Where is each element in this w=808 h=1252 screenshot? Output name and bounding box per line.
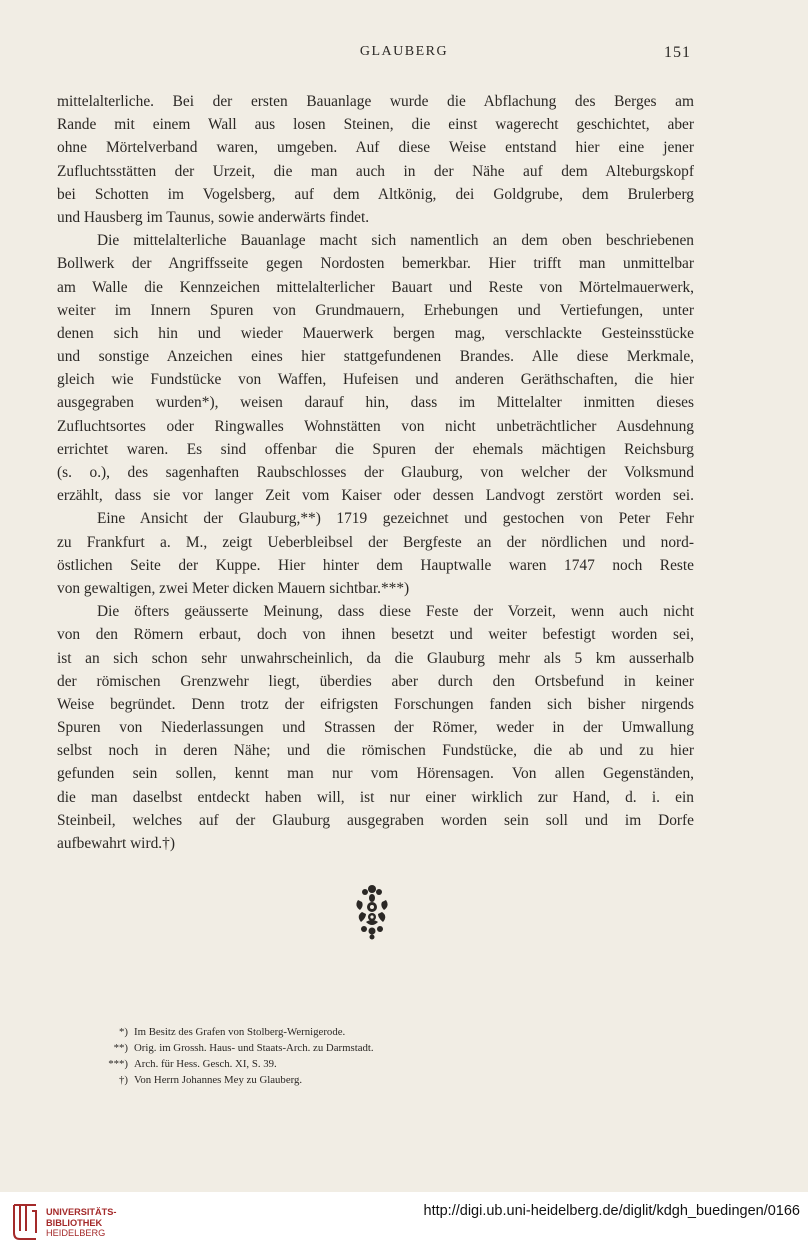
text-line: ausgegraben wurden*), weisen darauf hin, dass im Mittelalter inmitten dieses <box>57 394 694 412</box>
footnote <box>100 1072 500 1088</box>
text-line: ohne Mörtelverband waren, umgeben. Auf diese Weise entstand hier eine jener <box>57 139 694 157</box>
text-line: mittelalterliche. Bei der ersten Bauanlage wurde die Abflachung des Berges am <box>57 93 694 110</box>
text-line: und Hausberg im Taunus, sowie anderwärts findet. <box>57 208 370 226</box>
text-line: Rande mit einem Wall aus losen Steinen, die einst wagerecht geschichtet, aber <box>57 116 694 134</box>
library-name-line: BIBLIOTHEK <box>46 1217 103 1228</box>
footnote-mark: **) <box>113 1042 128 1054</box>
page-number: 151 <box>664 44 691 61</box>
text-line: denen sich hin und wieder Mauerwerk bergen mag, verschlackte Gesteinsstücke <box>57 324 694 342</box>
footnotes <box>100 1024 500 1088</box>
text-line: ist an sich schon sehr unwahrscheinlich, da die Glauburg mehr als 5 km ausserhalb <box>57 649 694 667</box>
footnote-text: Orig. im Grossh. Haus- und Staats-Arch. zu Darmstadt. <box>134 1042 374 1054</box>
footnote-text: Arch. für Hess. Gesch. XI, S. 39. <box>134 1058 277 1070</box>
floral-vignette-icon <box>352 882 392 940</box>
text-line: und sonstige Anzeichen eines hier stattgefundenen Brandes. Alle diese Merkmale, <box>57 348 694 366</box>
text-line: aufbewahrt wird.†) <box>57 835 175 852</box>
text-line: von den Römern erbaut, doch von ihnen besetzt und weiter befestigt worden sei, <box>57 626 694 644</box>
text-line: bei Schotten im Vogelsberg, auf dem Altkönig, dei Goldgrube, dem Brulerberg <box>57 185 694 203</box>
text-line: Bollwerk der Angriffsseite gegen Nordosten bemerkbar. Hier trifft man unmittelbar <box>57 255 694 273</box>
source-url-link[interactable]: http://digi.ub.uni-heidelberg.de/diglit/kdgh_buedingen/0166 <box>423 1203 800 1219</box>
footnote-text: Im Besitz des Grafen von Stolberg-Wernigerode. <box>134 1026 346 1038</box>
text-line: zu Frankfurt a. M., zeigt Ueberbleibsel der Bergfeste an der nördlichen und nord- <box>57 533 694 551</box>
footnote-mark: *) <box>119 1026 128 1038</box>
text-line: Eine Ansicht der Glauburg,**) 1719 gezeichnet und gestochen von Peter Fehr <box>97 510 694 528</box>
text-line: Zufluchtsstätten der Urzeit, die man auch in der Nähe auf dem Alteburgskopf <box>57 162 694 180</box>
text-line: (s. o.), des sagenhaften Raubschlosses der Glauburg, von welcher der Volksmund <box>57 464 694 481</box>
body-text <box>57 90 694 855</box>
text-line: Weise begründet. Denn trotz der eifrigsten Forschungen fanden sich bisher nirgends <box>57 695 694 713</box>
library-name-line: UNIVERSITÄTS- <box>46 1207 117 1217</box>
footer-bar <box>0 1192 808 1252</box>
text-line: von gewaltigen, zwei Meter dicken Mauern sichtbar.***) <box>57 579 410 597</box>
text-line: Steinbeil, welches auf der Glauburg ausgegraben worden sein soll und im Dorfe <box>57 811 694 829</box>
text-line: die man daselbst entdeckt haben will, ist nur einer wirklich zur Hand, d. i. ein <box>57 788 694 806</box>
footnote <box>100 1024 500 1040</box>
footnote <box>100 1056 500 1072</box>
text-line: erzählt, dass sie vor langer Zeit vom Kaiser oder dessen Landvogt zerstört worden sei. <box>57 487 694 505</box>
text-line: östlichen Seite der Kuppe. Hier hinter dem Hauptwalle waren 1747 noch Reste <box>57 556 694 574</box>
text-line: selbst noch in deren Nähe; und die römischen Fundstücke, die ab und zu hier <box>57 742 694 760</box>
text-line: Zufluchtsortes oder Ringwalles Wohnstätten von nicht unbeträchtlicher Ausdehnung <box>57 417 694 435</box>
library-name-line: HEIDELBERG <box>46 1228 106 1238</box>
text-line: Spuren von Niederlassungen und Strassen der Römer, weder in der Umwallung <box>57 719 694 737</box>
footnote <box>100 1040 500 1056</box>
text-line: Die mittelalterliche Bauanlage macht sich namentlich an dem oben beschriebenen <box>97 232 694 250</box>
footnote-mark: †) <box>119 1074 128 1086</box>
footnote-text: Von Herrn Johannes Mey zu Glauberg. <box>134 1074 303 1086</box>
footnote-mark: ***) <box>108 1058 128 1070</box>
text-line: der römischen Grenzwehr liegt, überdies aber durch den Ortsbefund in keiner <box>57 672 694 690</box>
text-line: gleich wie Fundstücke von Waffen, Hufeisen und anderen Geräthschaften, die hier <box>57 371 694 389</box>
text-line: weiter im Innern Spuren von Grundmauern, Erhebungen und Vertiefungen, unter <box>57 301 694 319</box>
text-line: am Walle die Kennzeichen mittelalterlicher Bauart und Reste von Mörtelmauerwerk, <box>57 278 694 296</box>
text-line: errichtet waren. Es sind offenbar die Spuren der ehemals mächtigen Reichsburg <box>57 440 694 458</box>
running-title: GLAUBERG <box>359 44 449 59</box>
text-line: Die öfters geäusserte Meinung, dass diese Feste der Vorzeit, wenn auch nicht <box>97 603 694 621</box>
text-line: gefunden sein sollen, kennt man nur vom Hörensagen. Von allen Gegenständen, <box>57 765 694 783</box>
library-logo-icon[interactable] <box>10 1201 40 1241</box>
library-name <box>46 1207 116 1239</box>
